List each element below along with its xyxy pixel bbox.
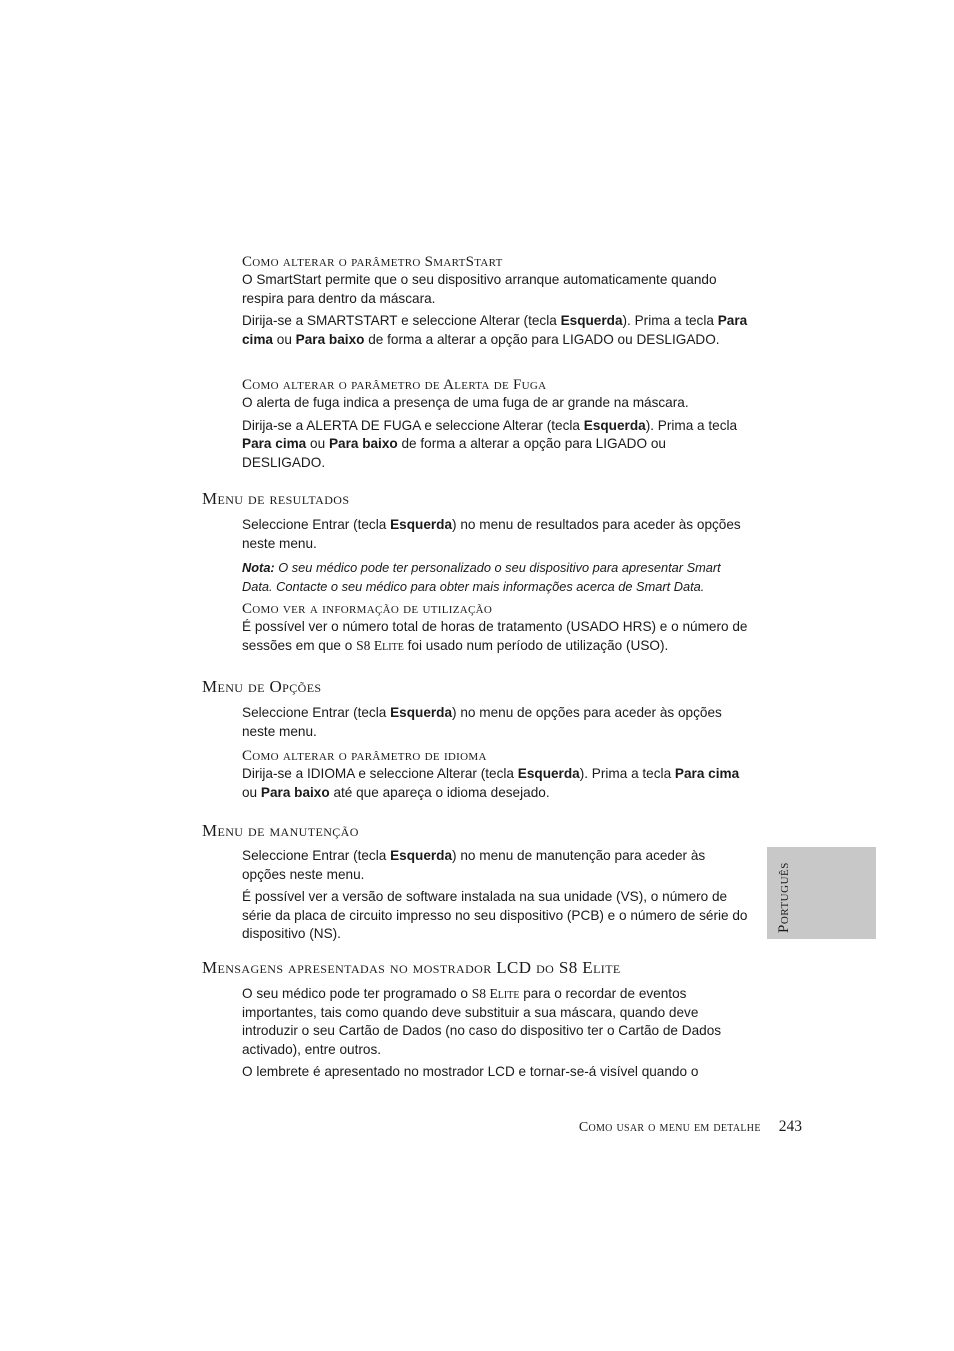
heading-leak-alert: Como alterar o parâmetro de Alerta de Fuga	[242, 377, 547, 393]
smartstart-intro: O SmartStart permite que o seu dispositivo arranque automaticamente quando respira para dentro da máscara.	[242, 272, 717, 306]
usage-info-text: É possível ver o número total de horas de tratamento (USADO HRS) e o número de sessões em que o S8 Elite foi usado num período de utilização (USO).	[242, 619, 748, 653]
messages-intro: O seu médico pode ter programado o S8 Elite para o recordar de eventos importantes, tais como quando deve substituir a sua máscara, quando deve introduzir o seu Cartão de Dados (no caso do dispositivo ter o Cartão de Dados activado), entre outros.	[242, 986, 722, 1057]
section-maintenance	[242, 847, 752, 948]
heading-maintenance-menu: Menu de manutenção	[202, 821, 359, 840]
results-intro: Seleccione Entrar (tecla Esquerda) no menu de resultados para aceder às opções neste menu.	[242, 517, 741, 551]
page-number: 243	[778, 1118, 802, 1135]
page-footer	[480, 1118, 802, 1136]
heading-usage-info: Como ver a informação de utilização	[242, 601, 493, 618]
section-leak-alert	[242, 376, 752, 476]
section-lcd-messages	[242, 985, 752, 1086]
heading-lcd-messages: Mensagens apresentadas no mostrador LCD do S8 Elite	[202, 958, 621, 977]
leak-instructions: Dirija-se a ALERTA DE FUGA e seleccione Alterar (tecla Esquerda). Prima a tecla Para cima ou Para baixo de forma a alterar a opção para LIGADO ou DESLIGADO.	[242, 417, 738, 470]
section-smartstart	[242, 253, 752, 353]
maintenance-intro: Seleccione Entrar (tecla Esquerda) no menu de manutenção para aceder às opções neste menu.	[242, 848, 706, 882]
smartstart-instructions: Dirija-se a SMARTSTART e seleccione Alterar (tecla Esquerda). Prima a tecla Para cima ou Para baixo de forma a alterar a opção para LIGADO ou DESLIGADO.	[242, 313, 748, 347]
footer-title: Como usar o menu em detalhe	[578, 1120, 761, 1135]
heading-smartstart: Como alterar o parâmetro SmartStart	[242, 254, 503, 270]
results-note: Nota: O seu médico pode ter personalizado o seu dispositivo para apresentar Smart Data. Contacte o seu médico para obter mais informações acerca de Smart Data.	[242, 560, 721, 594]
leak-intro: O alerta de fuga indica a presença de uma fuga de ar grande na máscara.	[242, 395, 689, 410]
heading-options-menu: Menu de Opções	[202, 677, 322, 696]
side-tab-label: Português	[776, 862, 792, 933]
heading-results-menu: Menu de resultados	[202, 489, 350, 508]
options-intro: Seleccione Entrar (tecla Esquerda) no menu de opções para aceder às opções neste menu.	[242, 705, 722, 739]
maintenance-details: É possível ver a versão de software instalada na sua unidade (VS), o número de série da placa de circuito impresso no seu dispositivo (PCB) e o número de série do dispositivo (NS).	[242, 889, 748, 942]
language-instructions: Dirija-se a IDIOMA e seleccione Alterar (tecla Esquerda). Prima a tecla Para cima ou Para baixo até que apareça o idioma desejado.	[242, 766, 740, 800]
messages-reminder: O lembrete é apresentado no mostrador LCD e tornar-se-á visível quando o	[242, 1064, 699, 1080]
language-side-tab	[767, 847, 876, 939]
note-label: Nota:	[242, 560, 275, 576]
section-results	[242, 516, 752, 660]
section-options	[242, 704, 752, 806]
heading-language: Como alterar o parâmetro de idioma	[242, 748, 487, 765]
